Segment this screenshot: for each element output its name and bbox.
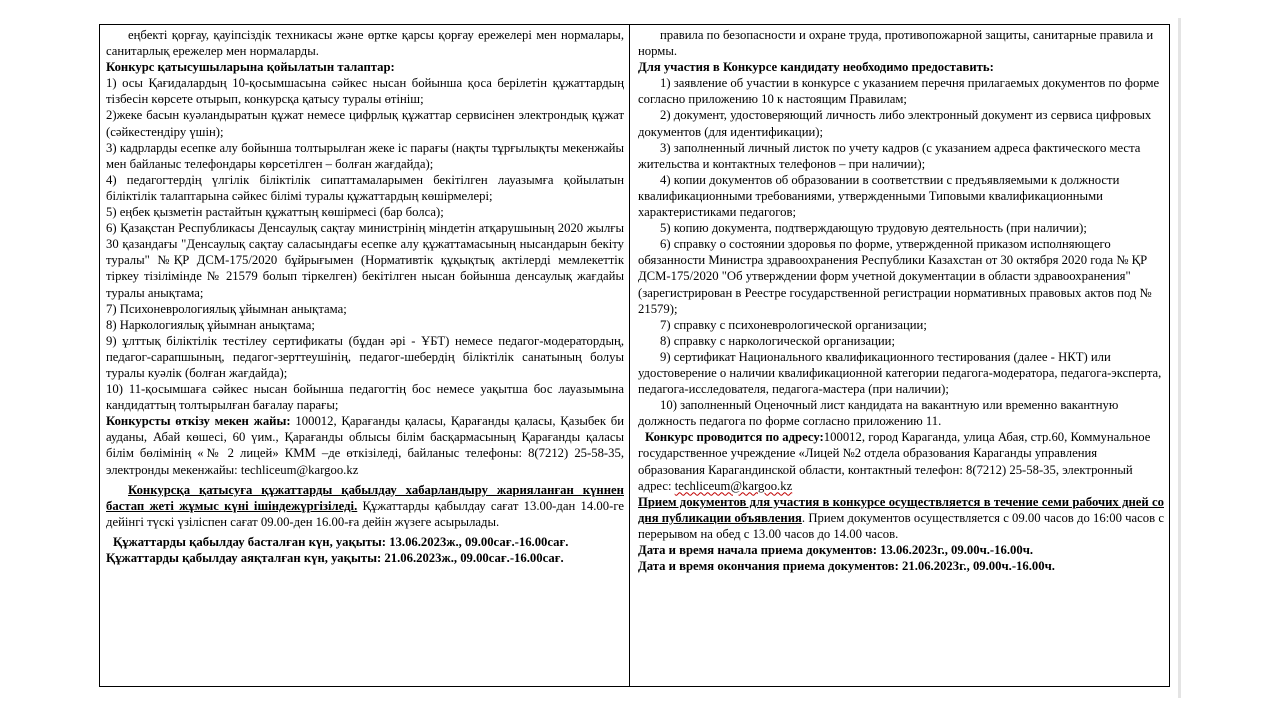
right-list-item-3: 3) заполненный личный листок по учету кадров (с указанием адреса фактического места жительства и контактных телефонов – при наличии); xyxy=(638,140,1141,171)
left-list-item-9: 9) ұлттық біліктілік тестілеу сертификаты (бұдан әрі - ҰБТ) немесе педагог-модератордың, педагог-сарапшының, педагог-зерттеушінің, педагог-шебердің біліктілік санатының болуы туралы куәлік (болған жағдайда); xyxy=(106,333,624,380)
left-acceptance-text: Құжаттарды қабылдау сағат 13.00-дан 14.00-ге дейінгі түскі үзіліспен сағат 09.00-ден 16.00-ға дейін жүзеге асырылады. xyxy=(106,498,625,529)
left-list-item-2: 2)жеке басын куәландыратын құжат немесе цифрлық құжаттар сервисінен электрондық құжат (сәйкестендіру үшін); xyxy=(106,108,624,139)
left-list-item-6: 6) Қазақстан Республикасы Денсаулық сақтау министрінің міндетін атқарушының 2020 жылғы 30 қазандағы "Денсаулық сақтау саласындағы есепке алу құжаттамасының нысандарын бекіту туралы" №ҚР ДСМ-175/2020 бұйрығымен (Нормативтік құқықтық актілерді мемлекеттік тіркеу тізілімінде № 21579 болып тіркелген) бекітілген нысан бойынша денсаулық жағдайы туралы анықтама; xyxy=(106,221,624,300)
left-paragraph-intro: еңбекті қорғау, қауіпсіздік техникасы және өртке қарсы қорғау ережелері мен нормалары, санитарлық ережелер мен нормаларды. xyxy=(106,28,624,59)
left-list-item-5: 5) еңбек қызметін растайтын құжаттың көшірмесі (бар болса); xyxy=(106,205,444,220)
right-list-item-2: 2) документ, удостоверяющий личность либо электронный документ из сервиса цифровых документов (для идентификации); xyxy=(638,108,1152,139)
right-list-item-8: 8) справку с наркологической организации; xyxy=(660,333,895,348)
left-address-text: 100012, Қарағанды қаласы, Қарағанды қаласы, Қазыбек би ауданы, Абай көшесі, 60 үим., Қарағанды облысы білім басқармасының Қарағанды қаласы білім бөлімінің «№ 2 лицей» КММ –де өткізіледі, байланыс телефоны: 8(7212) 25-58-35, электронды мекенжайы: techliceum@kargoo.kz xyxy=(106,414,624,477)
right-list-item-4: 4) копии документов об образовании в соответствии с предъявляемыми к должности квалификационными требованиями, утвержденными Типовыми квалификационными характеристиками педагогов; xyxy=(638,172,1120,220)
left-list-item-7: 7) Психоневрологиялық ұйымнан анықтама; xyxy=(106,301,347,316)
right-end-date: Дата и время окончания приема документов: 21.06.2023г., 09.00ч.-16.00ч. xyxy=(638,559,1055,574)
right-list-item-1: 1) заявление об участии в конкурсе с указанием перечня прилагаемых документов по форме согласно приложению 10 к настоящим Правилам; xyxy=(638,76,1160,107)
right-address-email: techliceum@kargoo.kz xyxy=(674,478,793,493)
left-acceptance-paragraph xyxy=(106,482,624,530)
left-end-date: Құжаттарды қабылдау аяқталған күн, уақыты: 21.06.2023ж., 09.00сағ.-16.00сағ. xyxy=(106,551,564,565)
left-acceptance-bold: Конкурсқа қатысуға құжаттарды қабылдау хабарландыру жарияланған күннен бастап жеті жұмыс күні ішіндежүргізіледі. xyxy=(106,482,624,513)
right-list-item-10: 10) заполненный Оценочный лист кандидата на вакантную или временно вакантную должность педагога по форме согласно приложению 11. xyxy=(638,398,1119,429)
right-requirements-heading: Для участия в Конкурсе кандидату необходимо предоставить: xyxy=(638,60,994,75)
right-address-paragraph xyxy=(638,429,1164,493)
right-list-item-7: 7) справку с психоневрологической организации; xyxy=(660,317,927,332)
left-list-item-1: 1) осы Қағидалардың 10-қосымшасына сәйкес нысан бойынша қоса берілетін құжаттардың тізбесін көрсете отырып, конкурсқа қатысу туралы өтініш; xyxy=(106,76,624,107)
left-list-item-8: 8) Наркологиялық ұйымнан анықтама; xyxy=(106,317,315,332)
left-start-date: Құжаттарды қабылдау басталған күн, уақыты: 13.06.2023ж., 09.00сағ.-16.00сағ. xyxy=(113,534,569,549)
right-column-russian xyxy=(630,25,1169,686)
right-address-label: Конкурс проводится по адресу: xyxy=(645,430,824,445)
left-list-item-3: 3) кадрларды есепке алу бойынша толтырылған жеке іс парағы (нақты тұрғылықты мекенжайы мен байланыс телефондары көрсетілген – болған жағдайда); xyxy=(106,140,624,171)
left-column-kazakh xyxy=(100,25,630,686)
right-list-item-5: 5) копию документа, подтверждающую трудовую деятельность (при наличии); xyxy=(660,221,1087,236)
left-list-item-10: 10) 11-қосымшаға сәйкес нысан бойынша педагогтің бос немесе уақытша бос лауазымына кандидаттың толтырылған бағалау парағы; xyxy=(106,382,624,413)
right-acceptance-text: . Прием документов осуществляется с 09.00 часов до 16:00 часов с перерывом на обед с 13.00 часов до 14.00 часов. xyxy=(638,510,1164,541)
right-acceptance-paragraph xyxy=(638,494,1164,542)
right-paragraph-intro: правила по безопасности и охране труда, противопожарной защиты, санитарные правила и нормы. xyxy=(638,28,1154,59)
right-list-item-9: 9) сертификат Национального квалификационного тестирования (далее - НКТ) или удостоверение о наличии квалификационной категории педагога-модератора, педагога-эксперта, педагога-исследователя, педагога-мастера (при наличии); xyxy=(638,349,1162,397)
left-requirements-heading: Конкурс қатысушыларына қойылатын талаптар: xyxy=(106,60,395,75)
document-table xyxy=(99,24,1170,687)
left-list-item-4: 4) педагогтердің үлгілік біліктілік сипаттамаларымен бекітілген лауазымға қойылатын біліктілік талаптарына сәйкес білімі туралы құжаттардың көшірмелері; xyxy=(106,172,624,203)
right-acceptance-bold: Прием документов для участия в конкурсе осуществляется в течение семи рабочих дней со дня публикации объявления xyxy=(638,494,1164,525)
left-address-paragraph xyxy=(106,413,624,477)
right-address-text: 100012, город Караганда, улица Абая, стр.60, Коммунальное государственное учреждение «Лицей №2 отдела образования Караганды управления образования Карагандинской области, контактный телефон: 8(7212) 25-58-35, электронный адрес: xyxy=(638,430,1151,493)
page-edge-shadow xyxy=(1178,18,1181,698)
right-list-item-6: 6) справку о состоянии здоровья по форме, утвержденной приказом исполняющего обязанности Министра здравоохранения Республики Казахстан от 30 октября 2020 года № ҚР ДСМ-175/2020 "Об утверждении форм учетной документации в области здравоохранения" (зарегистрирован в Реестре государственной регистрации нормативных правовых актов под № 21579); xyxy=(638,237,1152,316)
left-address-label: Конкурсты өткізу мекен жайы: xyxy=(106,414,291,429)
right-start-date: Дата и время начала приема документов: 13.06.2023г., 09.00ч.-16.00ч. xyxy=(638,543,1034,557)
